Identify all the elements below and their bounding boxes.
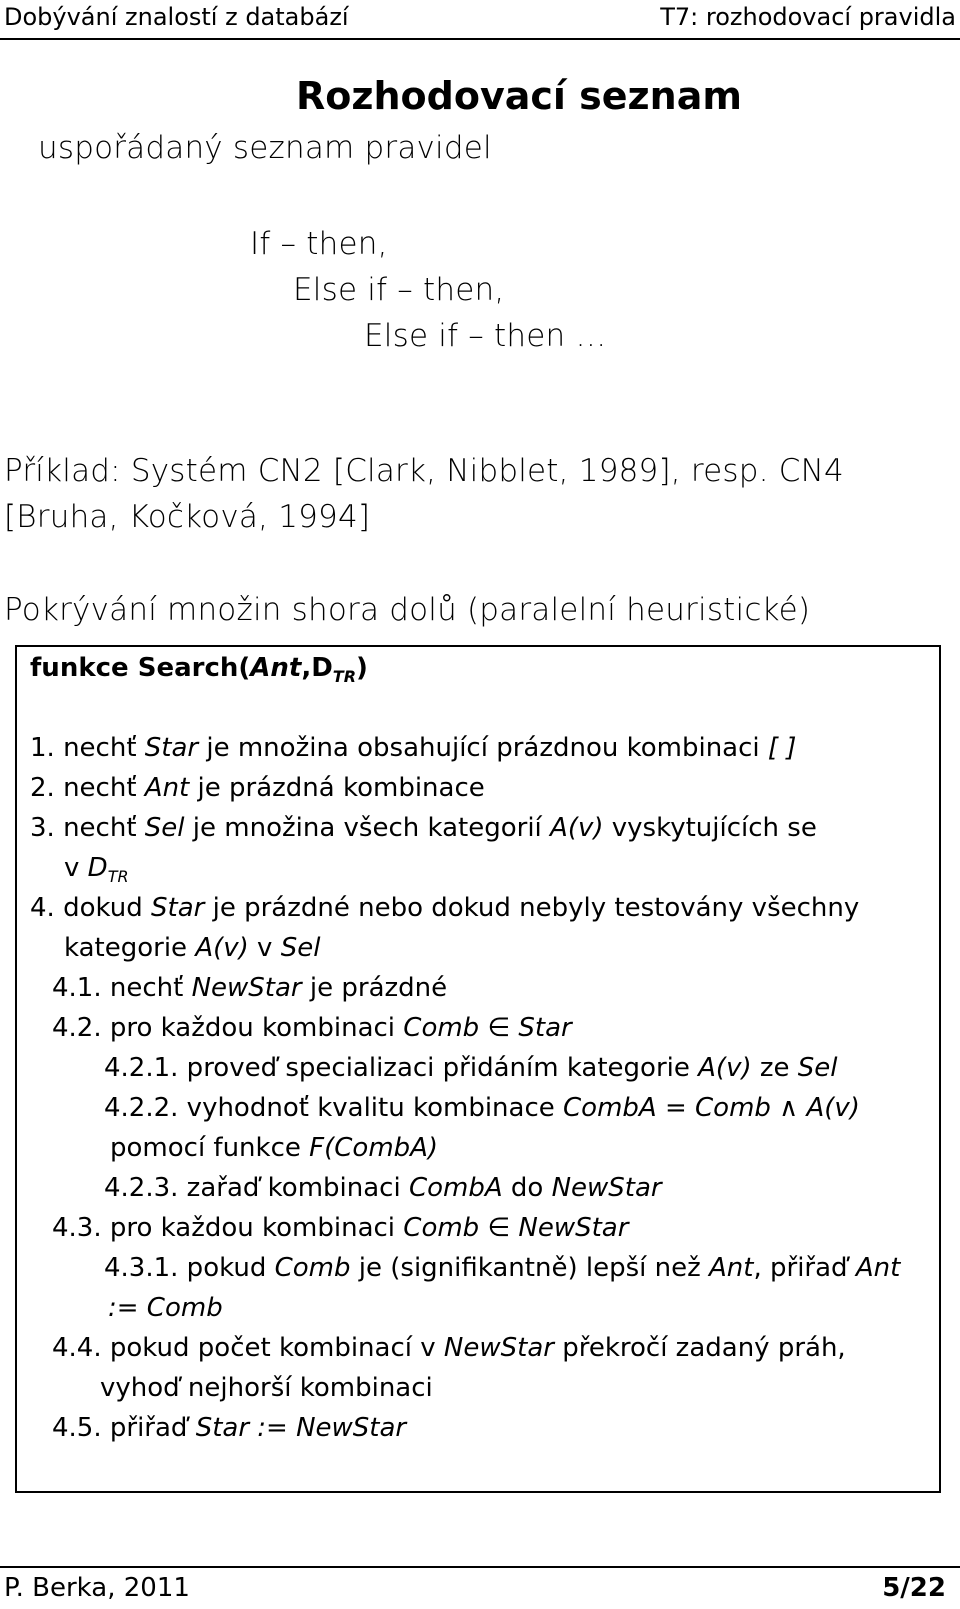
step-4-continued: kategorie A(v) v Sel: [64, 933, 321, 963]
code-line-1: If – then,: [250, 226, 388, 262]
lecture-title: T7: rozhodovací pravidla: [660, 3, 956, 31]
step-3: 3. nechť Sel je množina všech kategorií A(v) vyskytujících se: [30, 813, 817, 843]
step-4-3-1-continued: := Comb: [108, 1293, 223, 1323]
step-4-2-2: 4.2.2. vyhodnoť kvalitu kombinace CombA = Comb ∧ A(v): [104, 1093, 860, 1123]
step-4-2-2-continued: pomocí funkce F(CombA): [110, 1133, 439, 1163]
step-4-3: 4.3. pro každou kombinaci Comb ∈ NewStar: [52, 1213, 629, 1243]
page-title: Rozhodovací seznam: [296, 74, 742, 118]
step-2: 2. nechť Ant je prázdná kombinace: [30, 773, 485, 803]
step-4: 4. dokud Star je prázdné nebo dokud nebyly testovány všechny: [30, 893, 860, 923]
step-4-3-1: 4.3.1. pokud Comb je (signifikantně) lepší než Ant, přiřaď Ant: [104, 1253, 901, 1283]
step-4-1: 4.1. nechť NewStar je prázdné: [52, 973, 448, 1003]
author-year: P. Berka, 2011: [4, 1573, 190, 1603]
subtitle: uspořádaný seznam pravidel: [38, 130, 492, 166]
code-line-2: Else if – then,: [293, 272, 505, 308]
covering-heading: Pokrývání množin shora dolů (paralelní heuristické): [4, 592, 811, 628]
step-4-4: 4.4. pokud počet kombinací v NewStar překročí zadaný práh,: [52, 1333, 846, 1363]
step-4-5: 4.5. přiřaď Star := NewStar: [52, 1413, 407, 1443]
course-title: Dobývání znalostí z databází: [4, 3, 349, 31]
example-line-1: Příklad: Systém CN2 [Clark, Nibblet, 1989], resp. CN4: [4, 453, 844, 489]
function-signature: funkce $Search(Ant,D_{TR})$: [30, 653, 368, 687]
step-1: 1. nechť Star je množina obsahující prázdnou kombinaci [ ]: [30, 733, 797, 763]
slide-header: [0, 0, 960, 40]
step-4-2-1: 4.2.1. proveď specializaci přidáním kategorie A(v) ze Sel: [104, 1053, 838, 1083]
step-4-2-3: 4.2.3. zařaď kombinaci CombA do NewStar: [104, 1173, 662, 1203]
code-line-3: Else if – then …: [364, 318, 607, 354]
step-3-continued: v $D_{TR}$: [64, 853, 129, 887]
step-4-4-continued: vyhoď nejhorší kombinaci: [100, 1373, 433, 1403]
step-4-2: 4.2. pro každou kombinaci Comb ∈ Star: [52, 1013, 572, 1043]
example-line-2: [Bruha, Kočková, 1994]: [4, 499, 371, 535]
slide-footer: [0, 1566, 960, 1609]
page-number: 5/22: [882, 1573, 946, 1603]
